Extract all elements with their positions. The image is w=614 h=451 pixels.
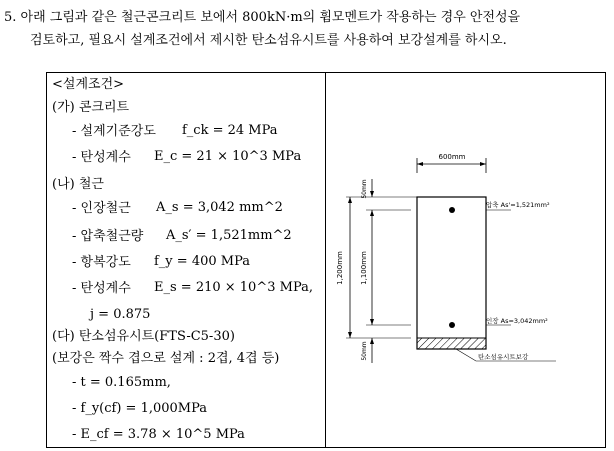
- total-height-label: 1,200mm: [336, 251, 344, 285]
- beam-section-figure: [326, 73, 605, 447]
- cfrp-modulus: - E_cf = 3.78 × 10^5 MPa: [72, 427, 245, 442]
- conditions-title: <설계조건>: [52, 77, 125, 92]
- total-arrow-top: [348, 197, 352, 203]
- cfrp-heading: (다) 탄소섬유시트(FTS-C5-30): [52, 329, 235, 344]
- j-value: j = 0.875: [90, 307, 151, 322]
- tension-steel-label: - 인장철근: [72, 201, 131, 216]
- steel-modulus-value: E_s = 210 × 10^3 MPa,: [154, 280, 313, 295]
- steel-modulus-label: - 탄성계수: [72, 281, 131, 296]
- top-cover-arrow: [370, 191, 374, 197]
- yield-strength-label: - 항복강도: [72, 255, 131, 270]
- concrete-strength-value: f_ck = 24 MPa: [182, 123, 278, 138]
- eff-arrow-bottom: [370, 319, 374, 325]
- width-label: 600mm: [438, 153, 466, 161]
- cfrp-yield-strength: - f_y(cf) = 1,000MPa: [72, 401, 208, 416]
- question-line-1: 아래 그림과 같은 철근콘크리트 보에서 800kN·m의 휨모멘트가 작용하는 경우 안전성을: [20, 10, 521, 25]
- steel-heading: (나) 철근: [52, 177, 104, 192]
- cfrp-sheet: [417, 338, 486, 349]
- width-arrow-right: [480, 162, 486, 166]
- cfrp-thickness: - t = 0.165mm,: [72, 375, 171, 390]
- width-arrow-left: [417, 162, 423, 166]
- yield-strength-value: f_y = 400 MPa: [154, 254, 250, 269]
- question-line-2: 검토하고, 필요시 설계조건에서 제시한 탄소섬유시트를 사용하여 보강설계를 하시오.: [30, 33, 507, 48]
- question-number: 5.: [4, 10, 17, 25]
- compression-steel-value: A_s′ = 1,521mm^2: [166, 228, 292, 243]
- tension-steel-value: A_s = 3,042 mm^2: [156, 200, 283, 215]
- sheet-label: 탄소섬유시트보강: [478, 353, 529, 361]
- compression-steel-label: - 압축철근량: [72, 229, 144, 244]
- eff-arrow-top: [370, 210, 374, 216]
- concrete-heading: (가) 콘크리트: [52, 100, 130, 115]
- tension-rebar: [449, 322, 455, 328]
- total-arrow-bottom: [348, 332, 352, 338]
- concrete-strength-label: - 설계기준강도: [72, 124, 156, 139]
- question-text: [4, 6, 610, 52]
- bottom-cover-arrow: [370, 338, 374, 344]
- cfrp-note: (보강은 짝수 겹으로 설계 : 2겹, 4겹 등): [52, 351, 280, 366]
- compression-label: 압축 As'=1,521mm²: [486, 201, 550, 209]
- compression-rebar: [449, 207, 455, 213]
- tension-label: 인장 As=3,042mm²: [486, 317, 548, 325]
- concrete-modulus-value: E_c = 21 × 10^3 MPa: [154, 149, 302, 164]
- concrete-modulus-label: - 탄성계수: [72, 150, 131, 165]
- bottom-cover-label: 50mm: [361, 341, 368, 361]
- top-cover-label: 50mm: [361, 179, 368, 199]
- effective-depth-label: 1,100mm: [360, 251, 368, 285]
